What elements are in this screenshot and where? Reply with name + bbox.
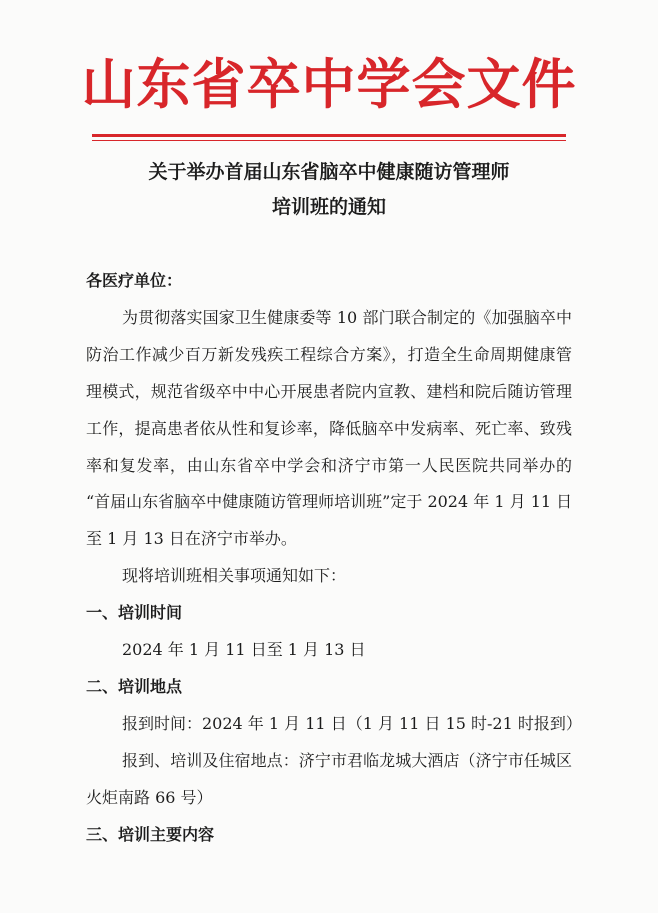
venue-line-2: 火炬南路 66 号） bbox=[86, 788, 213, 807]
intro-line-1: 为贯彻落实国家卫生健康委等 10 部门联合制定的《加强脑卒中 bbox=[122, 308, 572, 327]
training-dates: 2024 年 1 月 11 日至 1 月 13 日 bbox=[122, 640, 366, 659]
issuer-header-title: 山东省卒中学会文件 bbox=[81, 53, 577, 116]
intro-line-4: 工作，提高患者依从性和复诊率，降低脑卒中发病率、死亡率、致残 bbox=[86, 419, 572, 438]
checkin-time: 报到时间：2024 年 1 月 11 日（1 月 11 日 15 时-21 时报到） bbox=[122, 714, 582, 733]
intro-line-2: 防治工作减少百万新发残疾工程综合方案》，打造全生命周期健康管 bbox=[86, 345, 572, 364]
intro-line-3: 理模式，规范省级卒中中心开展患者院内宣教、建档和院后随访管理 bbox=[86, 382, 572, 401]
header-rule-thick bbox=[92, 134, 566, 137]
salutation: 各医疗单位： bbox=[86, 271, 183, 290]
document-title-line-2: 培训班的通知 bbox=[271, 196, 386, 218]
intro-line-7: 至 1 月 13 日在济宁市举办。 bbox=[86, 529, 297, 548]
section-heading-location: 二、培训地点 bbox=[86, 677, 183, 696]
intro-line-5: 率和复发率，由山东省卒中学会和济宁市第一人民医院共同举办的 bbox=[86, 456, 572, 475]
header-rule-thin bbox=[92, 140, 566, 141]
document-title-line-1: 关于举办首届山东省脑卒中健康随访管理师 bbox=[148, 161, 510, 183]
intro-line-6: “首届山东省脑卒中健康随访管理师培训班”定于 2024 年 1 月 11 日 bbox=[86, 492, 573, 511]
section-heading-content: 三、培训主要内容 bbox=[86, 825, 215, 844]
notice-line: 现将培训班相关事项通知如下： bbox=[122, 566, 347, 585]
section-heading-time: 一、培训时间 bbox=[86, 603, 183, 622]
venue-line-1: 报到、培训及住宿地点：济宁市君临龙城大酒店（济宁市任城区 bbox=[122, 751, 572, 770]
